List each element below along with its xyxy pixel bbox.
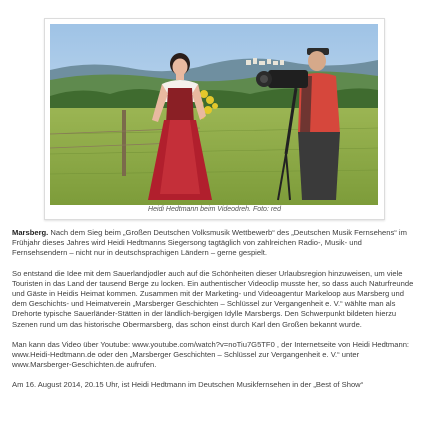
links-text-a: Man kann das Video über Youtube: [12, 339, 133, 349]
photo-illustration [50, 24, 378, 205]
links-text-c: oder den „Marsberger Geschichten – Schlüssel zur Vergangenheit e. V.“ unter [95, 350, 360, 360]
paragraph-links [12, 340, 414, 371]
paragraph-idea: So entstand die Idee mit dem Sauerlandjodler auch auf die Schönheiten dieser Urlaubsregion hinzuweisen, um viele Touristen in das Land der tausend Berge zu locken. Ein authentischer Videoclip musste her, so dass auch Naturfreunde und Gäste in Heidis Heimat kommen. Zusammen mit der Marketing- und Videoagentur Markeloop aus Marsberg und dem Geschichts- und Heimatverein „Marsberger Geschichten – Schlüssel zur Vergangenheit e. V.“ wählte man als Drehorte typische Sauerländer-Stätten in der ländlich-bergigen Idylle Marsbergs. Den Schwerpunkt bildeten hierzu Szenen rund um das historische Obermarsberg, das schon einst durch Karl den Großen bekannt wurde. [12, 268, 414, 329]
links-text-b: , der Internetseite von Heidi Hedtmann: [274, 339, 410, 349]
paragraph-intro [12, 228, 414, 259]
photo-caption: Heidi Hedtmann beim Videodreh. Foto: red [148, 206, 281, 213]
dateline: Marsberg. [12, 228, 49, 237]
links-text-d: aufrufen. [124, 360, 157, 370]
article-body [12, 228, 414, 401]
marsberger-website-link[interactable]: www.Marsberger-Geschichten.de [12, 360, 125, 370]
article-figure [44, 18, 385, 220]
paragraph-intro-text: Nach dem Sieg beim „Großen Deutschen Volksmusik Wettbewerb“ des „Deutschen Musik Fernsehens“ im Frühjahr dieses Jahres wird Heidi Hedtmanns Siegersong tagtäglich von zahlreichen Radio-, Musik- und Fernsehsendern – nicht nur in deutschsprachigen Ländern – gerne gespielt. [12, 228, 407, 258]
article-photo [50, 24, 378, 205]
youtube-link[interactable]: www.youtube.com/watch?v=noTiu7G5TF0 [132, 339, 275, 349]
heidi-website-link[interactable]: www.Heidi-Hedtmann.de [12, 350, 96, 360]
paragraph-broadcast: Am 16. August 2014, 20.15 Uhr, ist Heidi Hedtmann im Deutschen Musikfernsehen in der „Best of Show“ [12, 380, 364, 390]
